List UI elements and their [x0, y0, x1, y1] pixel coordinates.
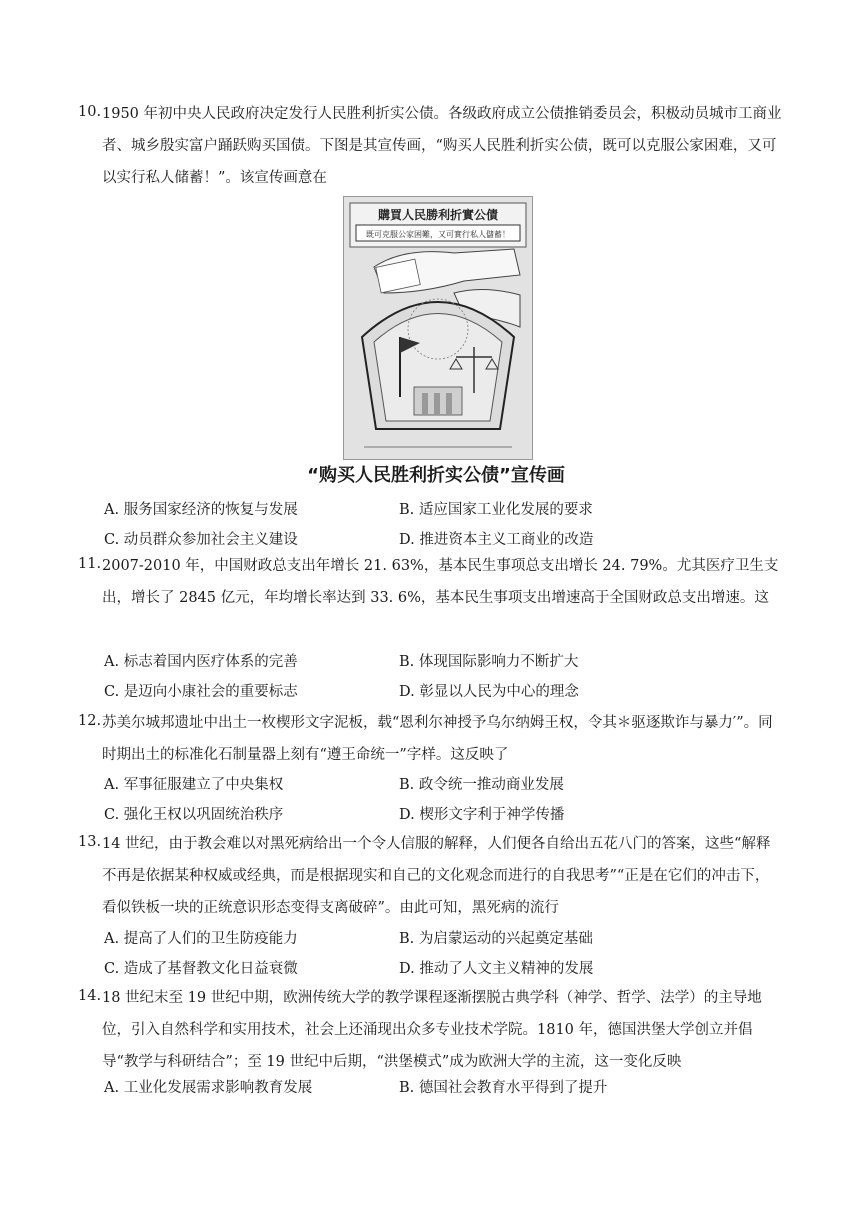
option-a: A. 军事征服建立了中央集权 [104, 777, 284, 793]
question-text: 18 世纪末至 19 世纪中期，欧洲传统大学的教学课程逐渐摆脱古典学科（神学、哲学、法学）的主导地位，引入自然科学和实用技术，社会上还涌现出众多专业技术学院。1810 年，德国洪堡大学创立并倡导“教学与科研结合”；至 19 世纪中后期，“洪堡模式”成为欧洲大学的主流，这一变化反映 [102, 990, 762, 1070]
question-number: 12. [78, 713, 102, 729]
question-14 [78, 982, 782, 1078]
option-d: D. 推动了人文主义精神的发展 [399, 961, 594, 977]
question-number: 11. [78, 556, 102, 572]
option-a: A. 服务国家经济的恢复与发展 [104, 502, 298, 518]
option-b: B. 德国社会教育水平得到了提升 [399, 1080, 608, 1096]
question-text: 1950 年初中央人民政府决定发行人民胜利折实公债。各级政府成立公债推销委员会，积极动员城市工商业者、城乡殷实富户踊跃购买国债。下图是其宣传画，“购买人民胜利折实公债，既可以克服公家困难，又可以实行私人储蓄！”。该宣传画意在 [102, 106, 782, 186]
propaganda-poster-image [343, 196, 533, 460]
option-b: B. 为启蒙运动的兴起奠定基础 [399, 931, 593, 947]
question-number: 13. [78, 834, 102, 850]
option-a: A. 提高了人们的卫生防疫能力 [104, 931, 298, 947]
question-text: 2007-2010 年，中国财政总支出年增长 21. 63%，基本民生事项总支出增长 24. 79%。尤其医疗卫生支出，增长了 2845 亿元，年均增长率达到 33. 6%，基本民生事项支出增速高于全国财政总支出增速。这 [102, 558, 779, 606]
question-13 [78, 828, 782, 924]
option-b: B. 适应国家工业化发展的要求 [399, 502, 593, 518]
question-text: 苏美尔城邦遗址中出土一枚楔形文字泥板，载“恩利尔神授予乌尔纳姆王权，令其＊驱逐欺诈与暴力′”。同时期出土的标准化石制量器上刻有“遵王命统一”字样。这反映了 [102, 715, 773, 763]
question-number: 14. [78, 988, 102, 1004]
question-text: 14 世纪，由于教会难以对黑死病给出一个令人信服的解释，人们便各自给出五花八门的答案，这些“解释不再是依据某种权威或经典，而是根据现实和自己的文化观念而进行的自我思考”“正是在它们的冲击下，看似铁板一块的正统意识形态变得支离破碎”。由此可知，黑死病的流行 [102, 836, 771, 916]
option-c: C. 强化王权以巩固统治秩序 [104, 807, 284, 823]
option-c: C. 是迈向小康社会的重要标志 [104, 684, 298, 700]
question-11 [78, 550, 782, 614]
question-number: 10. [78, 104, 102, 120]
question-10 [78, 98, 782, 194]
poster-subtitle: 既可克服公家困難，又可實行私人儲蓄！ [366, 230, 510, 239]
question-12 [78, 707, 782, 771]
option-b: B. 政令统一推动商业发展 [399, 777, 564, 793]
option-a: A. 工业化发展需求影响教育发展 [104, 1080, 313, 1096]
poster-title: 購買人民勝利折實公債 [377, 208, 499, 222]
option-c: C. 造成了基督教文化日益衰微 [104, 961, 298, 977]
option-d: D. 彰显以人民为中心的理念 [399, 684, 579, 700]
option-d: D. 楔形文字利于神学传播 [399, 807, 565, 823]
poster-caption: “购买人民胜利折实公债”宣传画 [307, 465, 565, 486]
option-d: D. 推进资本主义工商业的改造 [399, 532, 594, 548]
option-c: C. 动员群众参加社会主义建设 [104, 532, 298, 548]
option-a: A. 标志着国内医疗体系的完善 [104, 654, 298, 670]
option-b: B. 体现国际影响力不断扩大 [399, 654, 579, 670]
